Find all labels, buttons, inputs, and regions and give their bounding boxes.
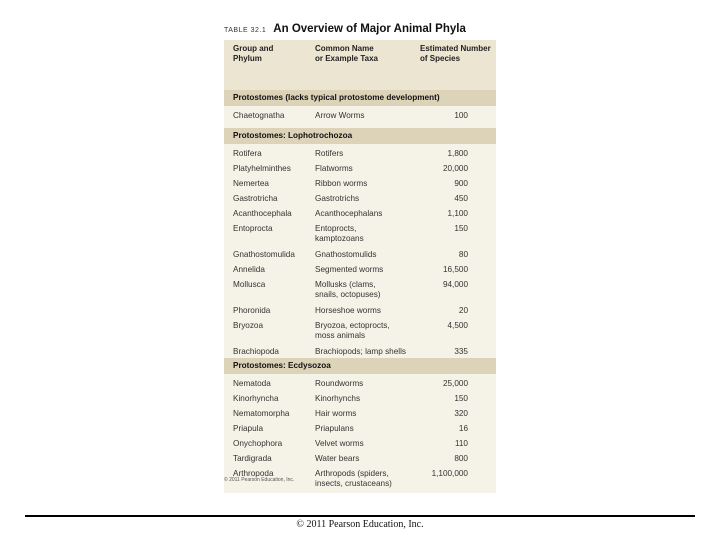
- section-rows: [224, 374, 496, 493]
- section-heading: [224, 358, 496, 374]
- phylum-cell: Onychophora: [233, 439, 283, 448]
- species-count-cell: 80: [458, 250, 468, 259]
- footer-copyright: © 2011 Pearson Education, Inc.: [296, 519, 424, 530]
- species-count-cell: 450: [454, 194, 468, 203]
- section-rows: [224, 106, 496, 128]
- common-name-cell: Segmented worms: [315, 265, 384, 274]
- species-count-cell: 20,000: [442, 164, 468, 173]
- common-name-cell: Acanthocephalans: [315, 209, 383, 218]
- common-name-cell: Rotifers: [315, 149, 344, 158]
- common-name-cell: Gastrotrichs: [315, 194, 360, 203]
- footer-divider: [25, 515, 695, 517]
- phylum-cell: Mollusca: [233, 280, 266, 289]
- phylum-cell: Annelida: [233, 265, 265, 274]
- species-count-cell: 94,000: [442, 280, 468, 289]
- phylum-cell: Nematomorpha: [233, 409, 290, 418]
- common-name-cell: Arrow Worms: [315, 111, 365, 120]
- species-table: [224, 18, 496, 488]
- species-count-cell: 16,500: [442, 265, 468, 274]
- phylum-cell: Platyhelminthes: [233, 164, 291, 173]
- common-name-cell: Priapulans: [315, 424, 354, 433]
- phylum-cell: Brachiopoda: [233, 347, 279, 356]
- table-label: TABLE 32.1: [224, 27, 267, 34]
- species-count-cell: 335: [454, 347, 468, 356]
- phylum-cell: Tardigrada: [233, 454, 272, 463]
- section-heading-text: Protostomes (lacks typical protostome development): [233, 93, 440, 102]
- common-name-cell: Roundworms: [315, 379, 364, 388]
- section-heading-text: Protostomes: Ecdysozoa: [233, 361, 331, 370]
- section-rows: [224, 144, 496, 358]
- header-group-phylum: Group and Phylum: [233, 44, 274, 63]
- common-name-cell: Gnathostomulids: [315, 250, 377, 259]
- phylum-cell: Gnathostomulida: [233, 250, 295, 259]
- phylum-cell: Arthropoda: [233, 469, 274, 478]
- phylum-cell: Priapula: [233, 424, 264, 433]
- header-common-name: Common Name or Example Taxa: [315, 44, 378, 63]
- species-count-cell: 100: [454, 111, 468, 120]
- common-name-cell: Bryozoa, ectoprocts, moss animals: [315, 321, 390, 340]
- common-name-cell: Hair worms: [315, 409, 357, 418]
- species-count-cell: 1,100: [447, 209, 468, 218]
- common-name-cell: Flatworms: [315, 164, 353, 173]
- species-count-cell: 320: [454, 409, 468, 418]
- table-heading: An Overview of Major Animal Phyla: [273, 23, 466, 35]
- phylum-cell: Bryozoa: [233, 321, 264, 330]
- phylum-cell: Gastrotricha: [233, 194, 278, 203]
- section-heading: [224, 128, 496, 144]
- species-count-cell: 110: [454, 439, 468, 448]
- species-count-cell: 4,500: [447, 321, 468, 330]
- common-name-cell: Entoprocts, kamptozoans: [315, 224, 364, 243]
- table-body: [224, 40, 496, 493]
- phylum-cell: Nematoda: [233, 379, 271, 388]
- common-name-cell: Velvet worms: [315, 439, 364, 448]
- common-name-cell: Arthropods (spiders, insects, crustaceans): [315, 469, 392, 488]
- phylum-cell: Rotifera: [233, 149, 262, 158]
- phylum-cell: Kinorhyncha: [233, 394, 279, 403]
- section-heading: [224, 90, 496, 106]
- section-heading-text: Protostomes: Lophotrochozoa: [233, 131, 353, 140]
- species-count-cell: 150: [454, 224, 468, 233]
- common-name-cell: Horseshoe worms: [315, 306, 381, 315]
- common-name-cell: Kinorhynchs: [315, 394, 361, 403]
- species-count-cell: 25,000: [442, 379, 468, 388]
- phylum-cell: Acanthocephala: [233, 209, 292, 218]
- phylum-cell: Phoronida: [233, 306, 271, 315]
- phylum-cell: Chaetognatha: [233, 111, 285, 120]
- phylum-cell: Nemertea: [233, 179, 269, 188]
- common-name-cell: Water bears: [315, 454, 360, 463]
- table-title: [224, 18, 496, 40]
- species-count-cell: 16: [458, 424, 468, 433]
- species-count-cell: 900: [454, 179, 468, 188]
- table-header: [224, 40, 496, 70]
- species-count-cell: 1,100,000: [431, 469, 468, 478]
- header-species-count: Estimated Number of Species: [420, 44, 491, 63]
- phylum-cell: Entoprocta: [233, 224, 273, 233]
- species-count-cell: 1,800: [447, 149, 468, 158]
- common-name-cell: Mollusks (clams, snails, octopuses): [315, 280, 381, 299]
- species-count-cell: 20: [458, 306, 468, 315]
- species-count-cell: 150: [454, 394, 468, 403]
- table-copyright: © 2011 Pearson Education, Inc.: [224, 477, 295, 483]
- common-name-cell: Ribbon worms: [315, 179, 368, 188]
- species-count-cell: 800: [454, 454, 468, 463]
- common-name-cell: Brachiopods; lamp shells: [315, 347, 407, 356]
